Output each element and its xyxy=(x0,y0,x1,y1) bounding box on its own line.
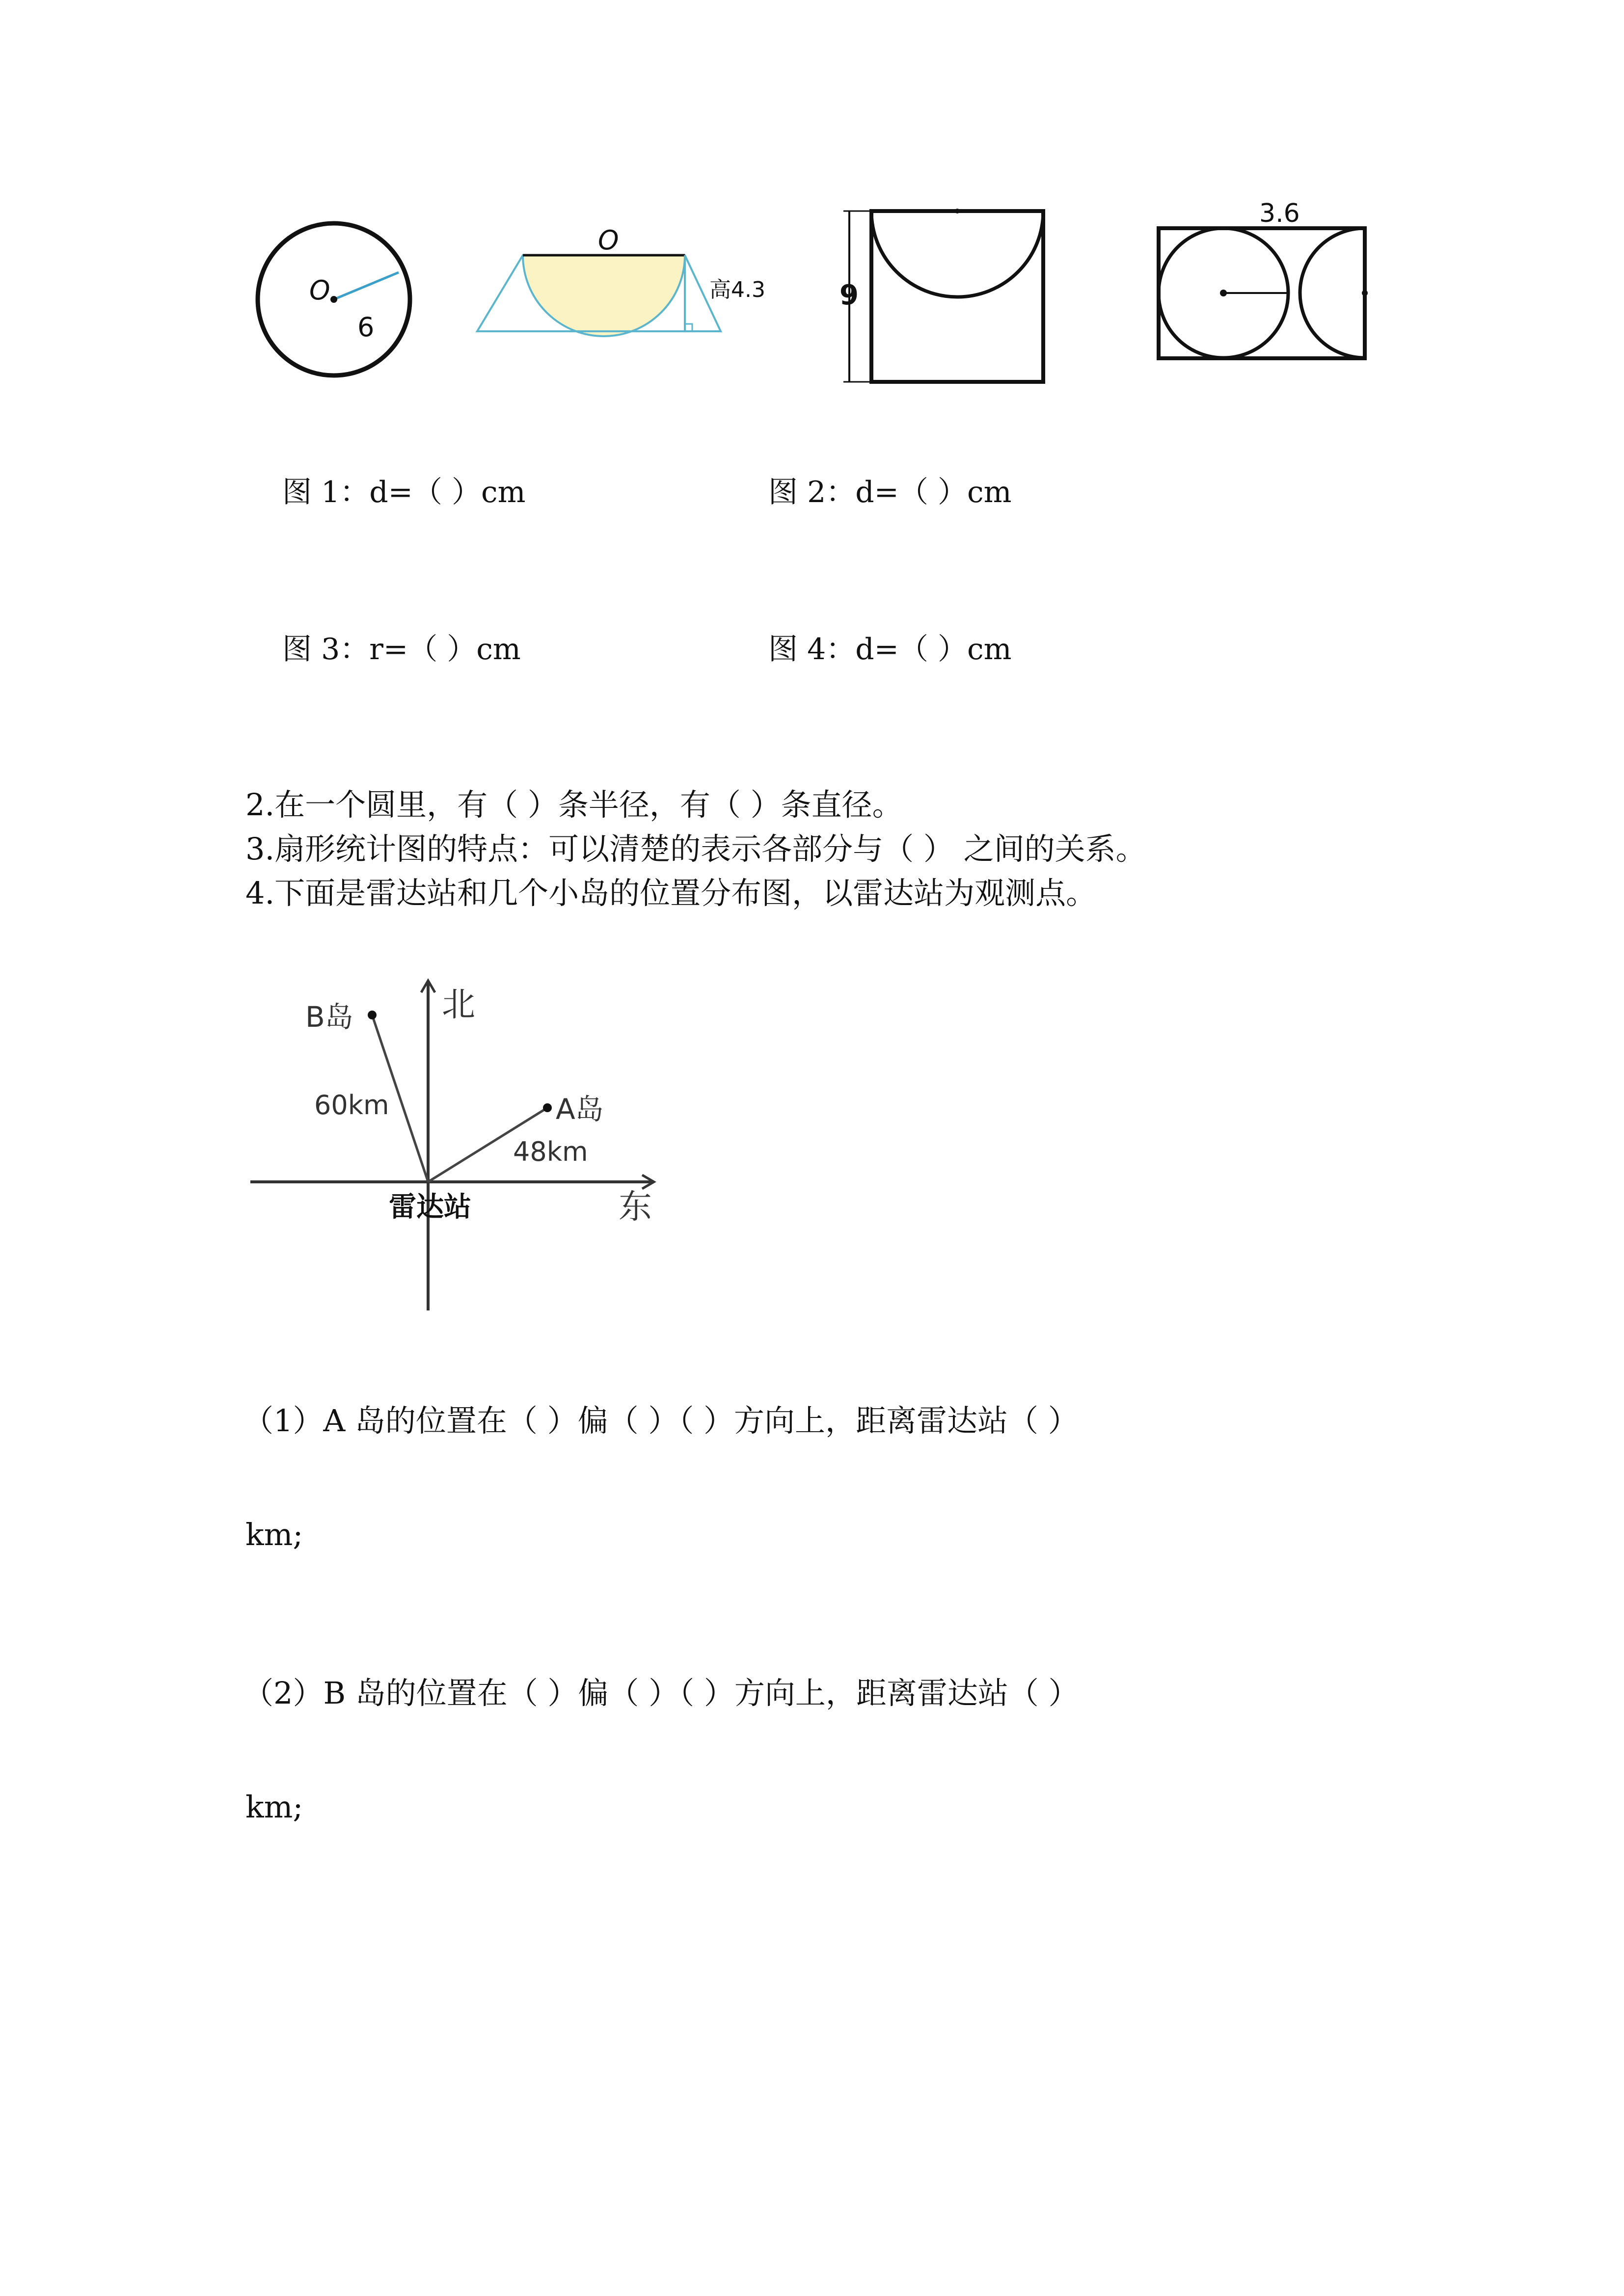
a-island-point xyxy=(543,1103,552,1112)
radius-line xyxy=(334,272,399,299)
a-distance-label: 48km xyxy=(513,1136,588,1167)
center-dot xyxy=(1220,290,1227,296)
answer-fig2: 图 2：d=（ ）cm xyxy=(768,475,1012,509)
east-label: 东 xyxy=(619,1188,652,1227)
question-3: 3.扇形统计图的特点：可以清楚的表示各部分与（ ） 之间的关系。 xyxy=(245,831,1146,867)
figure-1-circle xyxy=(245,216,422,393)
radar-map xyxy=(250,972,692,1325)
b-island-point xyxy=(368,1011,377,1019)
answer-fig1: 图 1：d=（ ）cm xyxy=(282,475,526,509)
edge-dot xyxy=(1362,290,1368,296)
semicircle-arc xyxy=(871,211,1043,297)
radius-label: 6 xyxy=(357,312,375,343)
half-circle-arc xyxy=(1300,228,1365,358)
sub-question-2: （2）B 岛的位置在（ ）偏（ ）（ ）方向上，距离雷达站（ ） xyxy=(243,1675,1079,1711)
top-label: 3.6 xyxy=(1259,199,1300,228)
sub-question-1-unit: km; xyxy=(245,1517,303,1552)
sub-question-1: （1）A 岛的位置在（ ）偏（ ）（ ）方向上，距离雷达站（ ） xyxy=(243,1403,1079,1439)
sub-question-2-unit: km; xyxy=(245,1789,303,1825)
station-label: 雷达站 xyxy=(389,1191,471,1223)
semicircle-fill xyxy=(523,255,685,336)
top-dot xyxy=(955,209,960,214)
question-4: 4.下面是雷达站和几个小岛的位置分布图，以雷达站为观测点。 xyxy=(245,875,1097,911)
a-island-label: A岛 xyxy=(556,1093,604,1126)
center-dot xyxy=(330,296,337,303)
question-2: 2.在一个圆里，有（ ）条半径，有（ ）条直径。 xyxy=(245,787,903,823)
height-label: 高4.3 xyxy=(709,277,765,302)
answer-fig4: 图 4：d=（ ）cm xyxy=(768,632,1012,667)
center-label: O xyxy=(598,226,619,256)
b-distance-label: 60km xyxy=(314,1090,389,1121)
right-angle-mark xyxy=(685,324,692,331)
side-label: 9 xyxy=(839,279,859,311)
figure-4-rectangle xyxy=(1149,196,1375,373)
figure-3-square xyxy=(825,196,1051,393)
figure-2-trapezoid xyxy=(471,226,785,344)
center-label: O xyxy=(309,275,330,306)
north-label: 北 xyxy=(442,986,476,1024)
b-island-label: B岛 xyxy=(305,1000,353,1034)
answer-fig3: 图 3：r=（ ）cm xyxy=(282,632,521,667)
